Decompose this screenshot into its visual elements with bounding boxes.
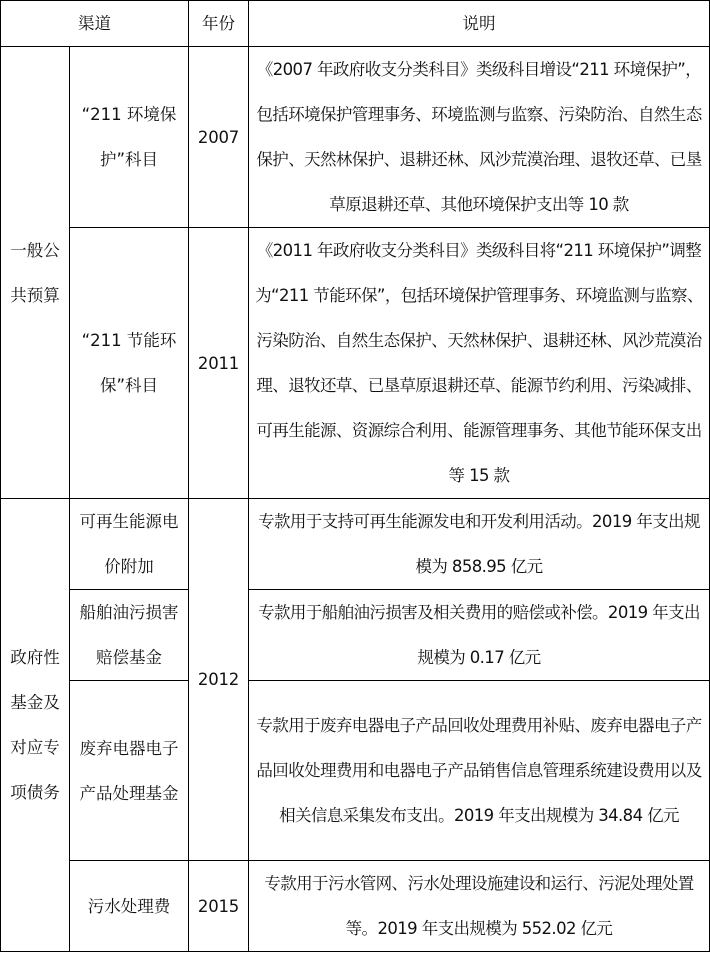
item-name: “211 环境保护”科目 bbox=[70, 47, 189, 228]
item-name: 船舶油污损害赔偿基金 bbox=[70, 590, 189, 681]
year-cell: 2007 bbox=[189, 47, 249, 228]
year-cell: 2011 bbox=[189, 228, 249, 499]
header-description: 说明 bbox=[249, 1, 710, 47]
description-cell: 专款用于船舶油污损害及相关费用的赔偿或补偿。2019 年支出规模为 0.17 亿元 bbox=[249, 590, 710, 681]
item-name: 废弃电器电子产品处理基金 bbox=[70, 681, 189, 861]
header-year: 年份 bbox=[189, 1, 249, 47]
table-row bbox=[1, 590, 710, 681]
description-cell: 专款用于支持可再生能源发电和开发利用活动。2019 年支出规模为 858.95 亿元 bbox=[249, 499, 710, 590]
table-row bbox=[1, 228, 710, 499]
group-label-general-budget: 一般公共预算 bbox=[1, 47, 70, 499]
description-cell: 《2011 年政府收支分类科目》类级科目将“211 环境保护”调整为“211 节能环保”，包括环境保护管理事务、环境监测与监察、污染防治、自然生态保护、天然林保护、退耕还林、风沙荒漠治理、退牧还草、已垦草原退耕还草、能源节约利用、污染减排、可再生能源、资源综合利用、能源管理事务、其他节能环保支出等 15 款 bbox=[249, 228, 710, 499]
table-row bbox=[1, 499, 710, 590]
description-cell: 《2007 年政府收支分类科目》类级科目增设“211 环境保护”，包括环境保护管理事务、环境监测与监察、污染防治、自然生态保护、天然林保护、退耕还林、风沙荒漠治理、退牧还草、已垦草原退耕还草、其他环境保护支出等 10 款 bbox=[249, 47, 710, 228]
item-name: 可再生能源电价附加 bbox=[70, 499, 189, 590]
table-header-row bbox=[1, 1, 710, 47]
item-name: “211 节能环保”科目 bbox=[70, 228, 189, 499]
description-cell: 专款用于废弃电器电子产品回收处理费用补贴、废弃电器电子产品回收处理费用和电器电子产品销售信息管理系统建设费用以及相关信息采集发布支出。2019 年支出规模为 34.84 亿元 bbox=[249, 681, 710, 861]
year-cell: 2015 bbox=[189, 861, 249, 952]
table-row bbox=[1, 681, 710, 861]
item-name: 污水处理费 bbox=[70, 861, 189, 952]
description-cell: 专款用于污水管网、污水处理设施建设和运行、污泥处理处置等。2019 年支出规模为 552.02 亿元 bbox=[249, 861, 710, 952]
year-cell: 2012 bbox=[189, 499, 249, 861]
group-label-government-fund: 政府性基金及对应专项债务 bbox=[1, 499, 70, 952]
table-row bbox=[1, 47, 710, 228]
header-channel: 渠道 bbox=[1, 1, 189, 47]
table-row bbox=[1, 861, 710, 952]
